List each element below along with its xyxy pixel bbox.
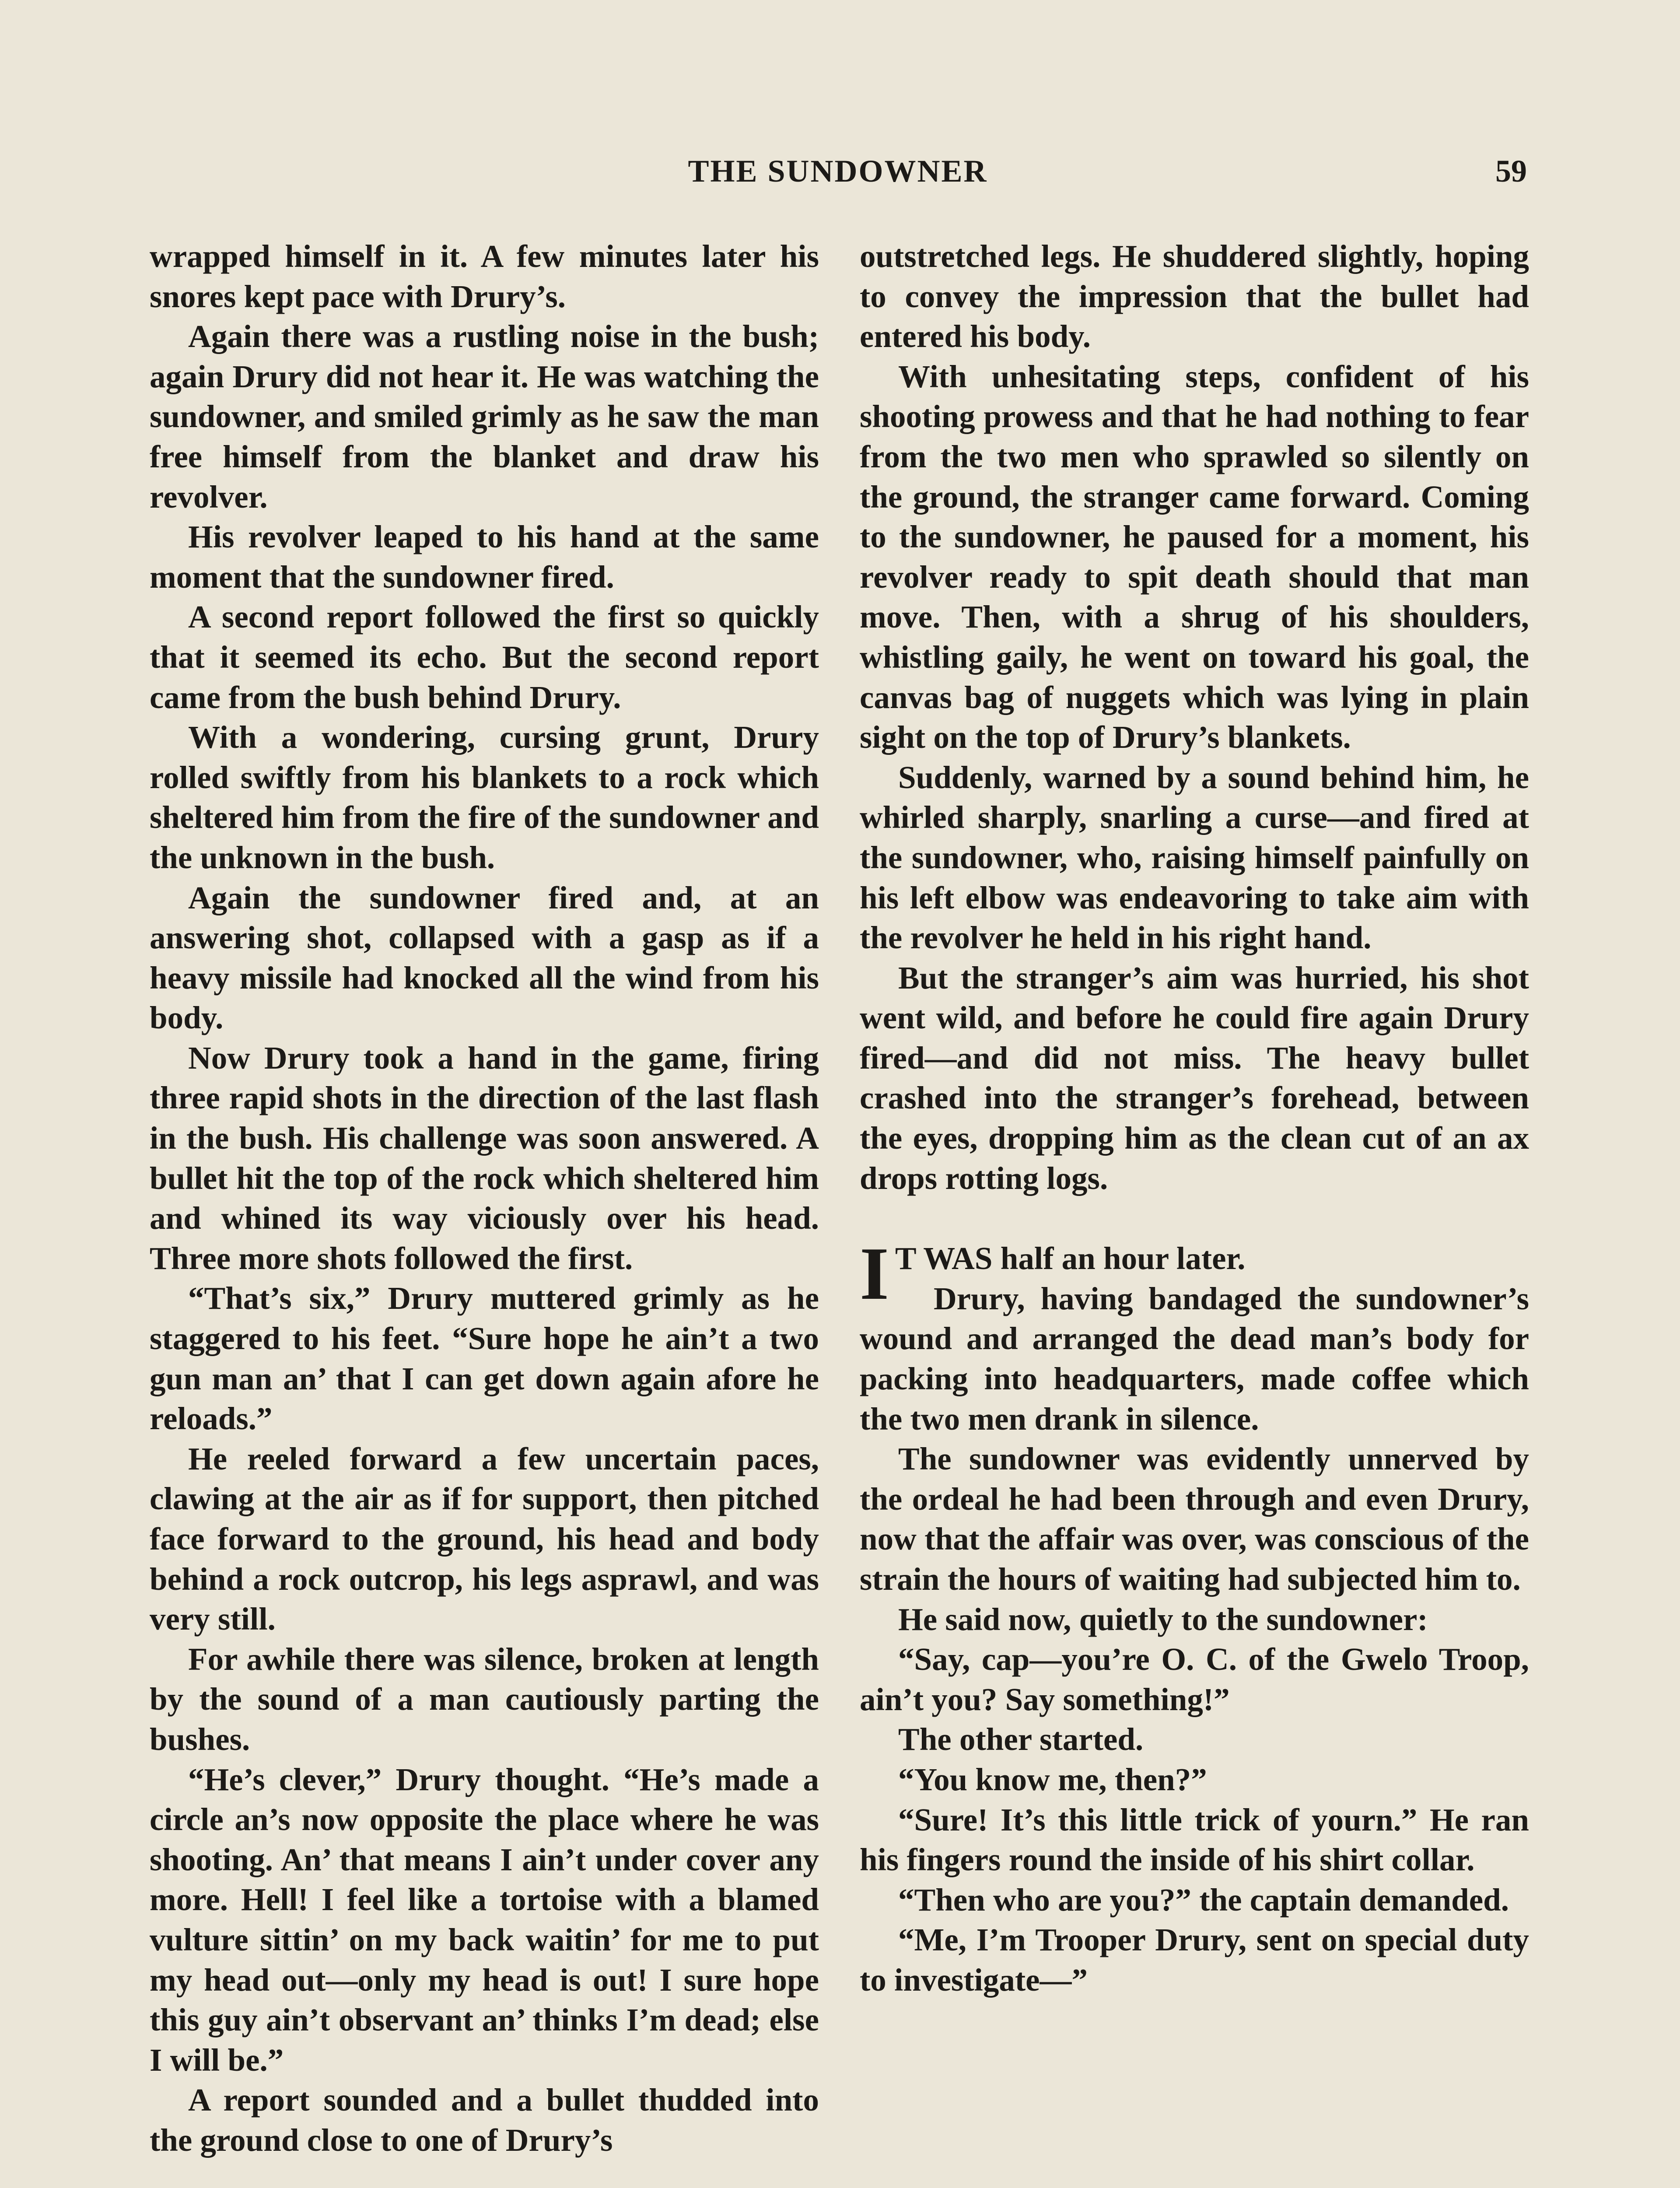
page-number: 59 bbox=[1495, 154, 1527, 189]
paragraph: The sundowner was evidently unnerved by the ordeal he had been through and even Drury, now that the affair was over, was conscious of the strain the hours of waiting had subjected him to. bbox=[860, 1441, 1529, 1597]
paragraph: Now Drury took a hand in the game, firing three rapid shots in the direction of the last flash in the bush. His challenge was soon answered. A bullet hit the top of the rock which sheltered him and whined its way viciously over his head. Three more shots followed the first. bbox=[150, 1040, 819, 1276]
paragraph: “That’s six,” Drury muttered grimly as he staggered to his feet. “Sure hope he ain’t a two gun man an’ that I can get down again afore he reloads.” bbox=[150, 1280, 819, 1437]
lead-caps: T WAS bbox=[895, 1241, 993, 1276]
lead-text: half an hour later. bbox=[992, 1241, 1246, 1276]
paragraph: Drury, having bandaged the sundowner’s wound and arranged the dead man’s body for packing into headquarters, made coffee which the two men drank in silence. bbox=[860, 1280, 1529, 1437]
section-opening bbox=[860, 1232, 1529, 1316]
paragraph: “Say, cap—you’re O. C. of the Gwelo Troop, ain’t you? Say something!” bbox=[860, 1641, 1529, 1717]
paragraph: He said now, quietly to the sundowner: bbox=[898, 1601, 1428, 1637]
paragraph: A second report followed the first so quickly that it seemed its echo. But the second report came from the bush behind Drury. bbox=[150, 599, 819, 715]
paragraph: His revolver leaped to his hand at the same moment that the sundowner fired. bbox=[150, 519, 819, 595]
paragraph: For awhile there was silence, broken at length by the sound of a man cautiously parting the bushes. bbox=[150, 1641, 819, 1757]
running-head bbox=[149, 153, 1527, 201]
left-column bbox=[150, 236, 819, 2188]
paragraph: Again the sundowner fired and, at an answering shot, collapsed with a gasp as if a heavy missile had knocked all the wind from his body. bbox=[150, 880, 819, 1036]
right-column bbox=[860, 236, 1529, 2188]
paragraph: Again there was a rustling noise in the bush; again Drury did not hear it. He was watching the sundowner, and smiled grimly as he saw the man free himself from the blanket and draw his revolver. bbox=[150, 319, 819, 515]
paragraph: “You know me, then?” bbox=[898, 1761, 1207, 1797]
paragraph: “Sure! It’s this little trick of yourn.” He ran his fingers round the inside of his shirt collar. bbox=[860, 1802, 1529, 1878]
paragraph: The other started. bbox=[898, 1722, 1144, 1757]
drop-cap: I bbox=[860, 1232, 889, 1316]
paragraph: But the stranger’s aim was hurried, his shot went wild, and before he could fire again Drury fired—and did not miss. The heavy bullet crashed into the stranger’s forehead, between the eyes, dropping him as the clean cut of an ax drops rotting logs. bbox=[860, 960, 1529, 1196]
paragraph: With unhesitating steps, confident of his shooting prowess and that he had nothing to fear from the two men who sprawled so silently on the ground, the stranger came forward. Coming to the sundowner, he paused for a moment, his revolver ready to spit death should that man move. Then, with a shrug of his shoulders, whistling gaily, he went on toward his goal, the canvas bag of nuggets which was lying in plain sight on the top of Drury’s blankets. bbox=[860, 358, 1529, 755]
running-title: THE SUNDOWNER bbox=[688, 154, 988, 189]
paragraph: “Me, I’m Trooper Drury, sent on special duty to investigate—” bbox=[860, 1922, 1529, 1998]
paragraph: “Then who are you?” the captain demanded. bbox=[898, 1882, 1509, 1918]
paragraph: With a wondering, cursing grunt, Drury rolled swiftly from his blankets to a rock which sheltered him from the fire of the sundowner and the unknown in the bush. bbox=[150, 719, 819, 875]
paragraph: “He’s clever,” Drury thought. “He’s made a circle an’s now opposite the place where he was shooting. An’ that means I ain’t under cover any more. Hell! I feel like a tortoise with a blamed vulture sittin’ on my back waitin’ for me to put my head out—only my head is out! I sure hope this guy ain’t observant an’ thinks I’m dead; else I will be.” bbox=[150, 1761, 819, 2078]
paragraph: A report sounded and a bullet thudded into the ground close to one of Drury’s bbox=[150, 2082, 819, 2158]
paragraph: He reeled forward a few uncertain paces, clawing at the air as if for support, then pitched face forward to the ground, his head and body behind a rock outcrop, his legs asprawl, and was very still. bbox=[150, 1441, 819, 1637]
paragraph: wrapped himself in it. A few minutes later his snores kept pace with Drury’s. bbox=[150, 238, 819, 314]
paragraph: outstretched legs. He shuddered slightly, hoping to convey the impression that the bullet had entered his body. bbox=[860, 238, 1529, 354]
paragraph: Suddenly, warned by a sound behind him, he whirled sharply, snarling a curse—and fired at the sundowner, who, raising himself painfully on his left elbow was endeavoring to take aim with the revolver he held in his right hand. bbox=[860, 759, 1529, 956]
